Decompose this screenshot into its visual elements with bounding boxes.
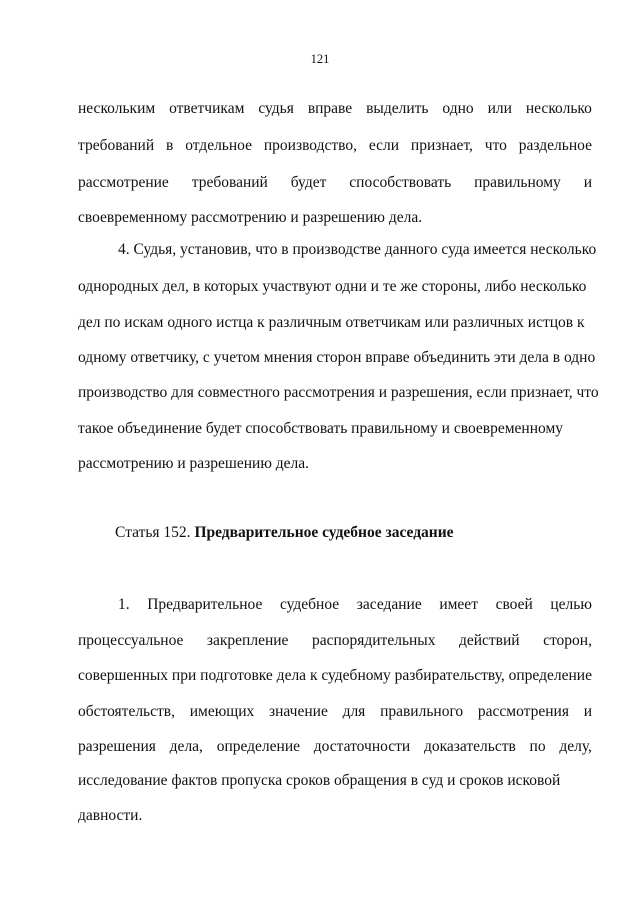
word: судебное (279, 596, 340, 613)
word: для (342, 703, 366, 720)
page-number: 121 (310, 52, 330, 66)
text-line (78, 174, 592, 192)
word: вправе (307, 100, 353, 117)
word: и (583, 703, 592, 720)
word: нескольким (78, 100, 156, 117)
text-line: давности. (78, 807, 143, 824)
word: по (529, 738, 546, 755)
text-line (78, 632, 592, 650)
word: рассмотрения (477, 703, 569, 720)
word: производство, (263, 137, 357, 154)
word: значение (269, 703, 328, 720)
word: ответчикам (169, 100, 245, 117)
text-line: дел по искам одного истца к различным ответчикам или различных истцов к (78, 314, 585, 331)
word: Предварительное (147, 596, 263, 613)
word: имеет (439, 596, 478, 613)
word: правильного (380, 703, 464, 720)
word: способствовать (349, 174, 452, 191)
word: распорядительных (311, 632, 436, 649)
word: сторон, (543, 632, 592, 649)
word: одно (442, 100, 474, 117)
word: делу, (559, 738, 592, 755)
text-line: однородных дел, в которых участвуют одни и те же стороны, либо несколько (78, 278, 587, 295)
text-line (78, 100, 592, 118)
word: требований (78, 137, 155, 154)
text-line (78, 703, 592, 721)
word: 1. (118, 596, 130, 613)
text-line: производство для совместного рассмотрения и разрешения, если признает, что (78, 384, 599, 401)
text-line: совершенных при подготовке дела к судебному разбирательству, определение (78, 667, 592, 684)
text-line: исследование фактов пропуска сроков обращения в суд и сроков исковой (78, 772, 561, 789)
word: имеющих (189, 703, 255, 720)
article-heading (115, 524, 454, 542)
word: выделить (366, 100, 429, 117)
word: судья (258, 100, 294, 117)
text-line (78, 738, 592, 756)
word: дела, (169, 738, 203, 755)
text-line: одному ответчику, с учетом мнения сторон вправе объединить эти дела в одно (78, 349, 596, 366)
word: достаточности (313, 738, 411, 755)
word: раздельное (518, 137, 592, 154)
word: или (487, 100, 512, 117)
word: разрешения (78, 738, 156, 755)
word: отдельное (185, 137, 252, 154)
article-title: Предварительное судебное заседание (194, 524, 454, 541)
word: закрепление (206, 632, 289, 649)
word: требований (191, 174, 268, 191)
text-line (78, 137, 592, 155)
word: если (368, 137, 400, 154)
word: своей (495, 596, 533, 613)
word: действий (458, 632, 520, 649)
text-line: рассмотрению и разрешению дела. (78, 455, 310, 472)
text-line (118, 596, 592, 614)
text-line: такое объединение будет способствовать правильному и своевременному (78, 420, 564, 437)
word: будет (290, 174, 327, 191)
word: признает, (410, 137, 473, 154)
word: несколько (525, 100, 592, 117)
word: в (165, 137, 174, 154)
word: рассмотрение (78, 174, 169, 191)
word: и (583, 174, 592, 191)
word: определение (216, 738, 301, 755)
article-number: Статья 152. (115, 524, 191, 541)
word: правильному (474, 174, 561, 191)
word: что (484, 137, 507, 154)
word: процессуальное (78, 632, 184, 649)
text-line: 4. Судья, установив, что в производстве данного суда имеется несколько (118, 241, 597, 258)
word: обстоятельств, (78, 703, 175, 720)
word: целью (550, 596, 592, 613)
word: доказательств (423, 738, 516, 755)
text-line: своевременному рассмотрению и разрешению дела. (78, 209, 423, 226)
word: заседание (356, 596, 422, 613)
